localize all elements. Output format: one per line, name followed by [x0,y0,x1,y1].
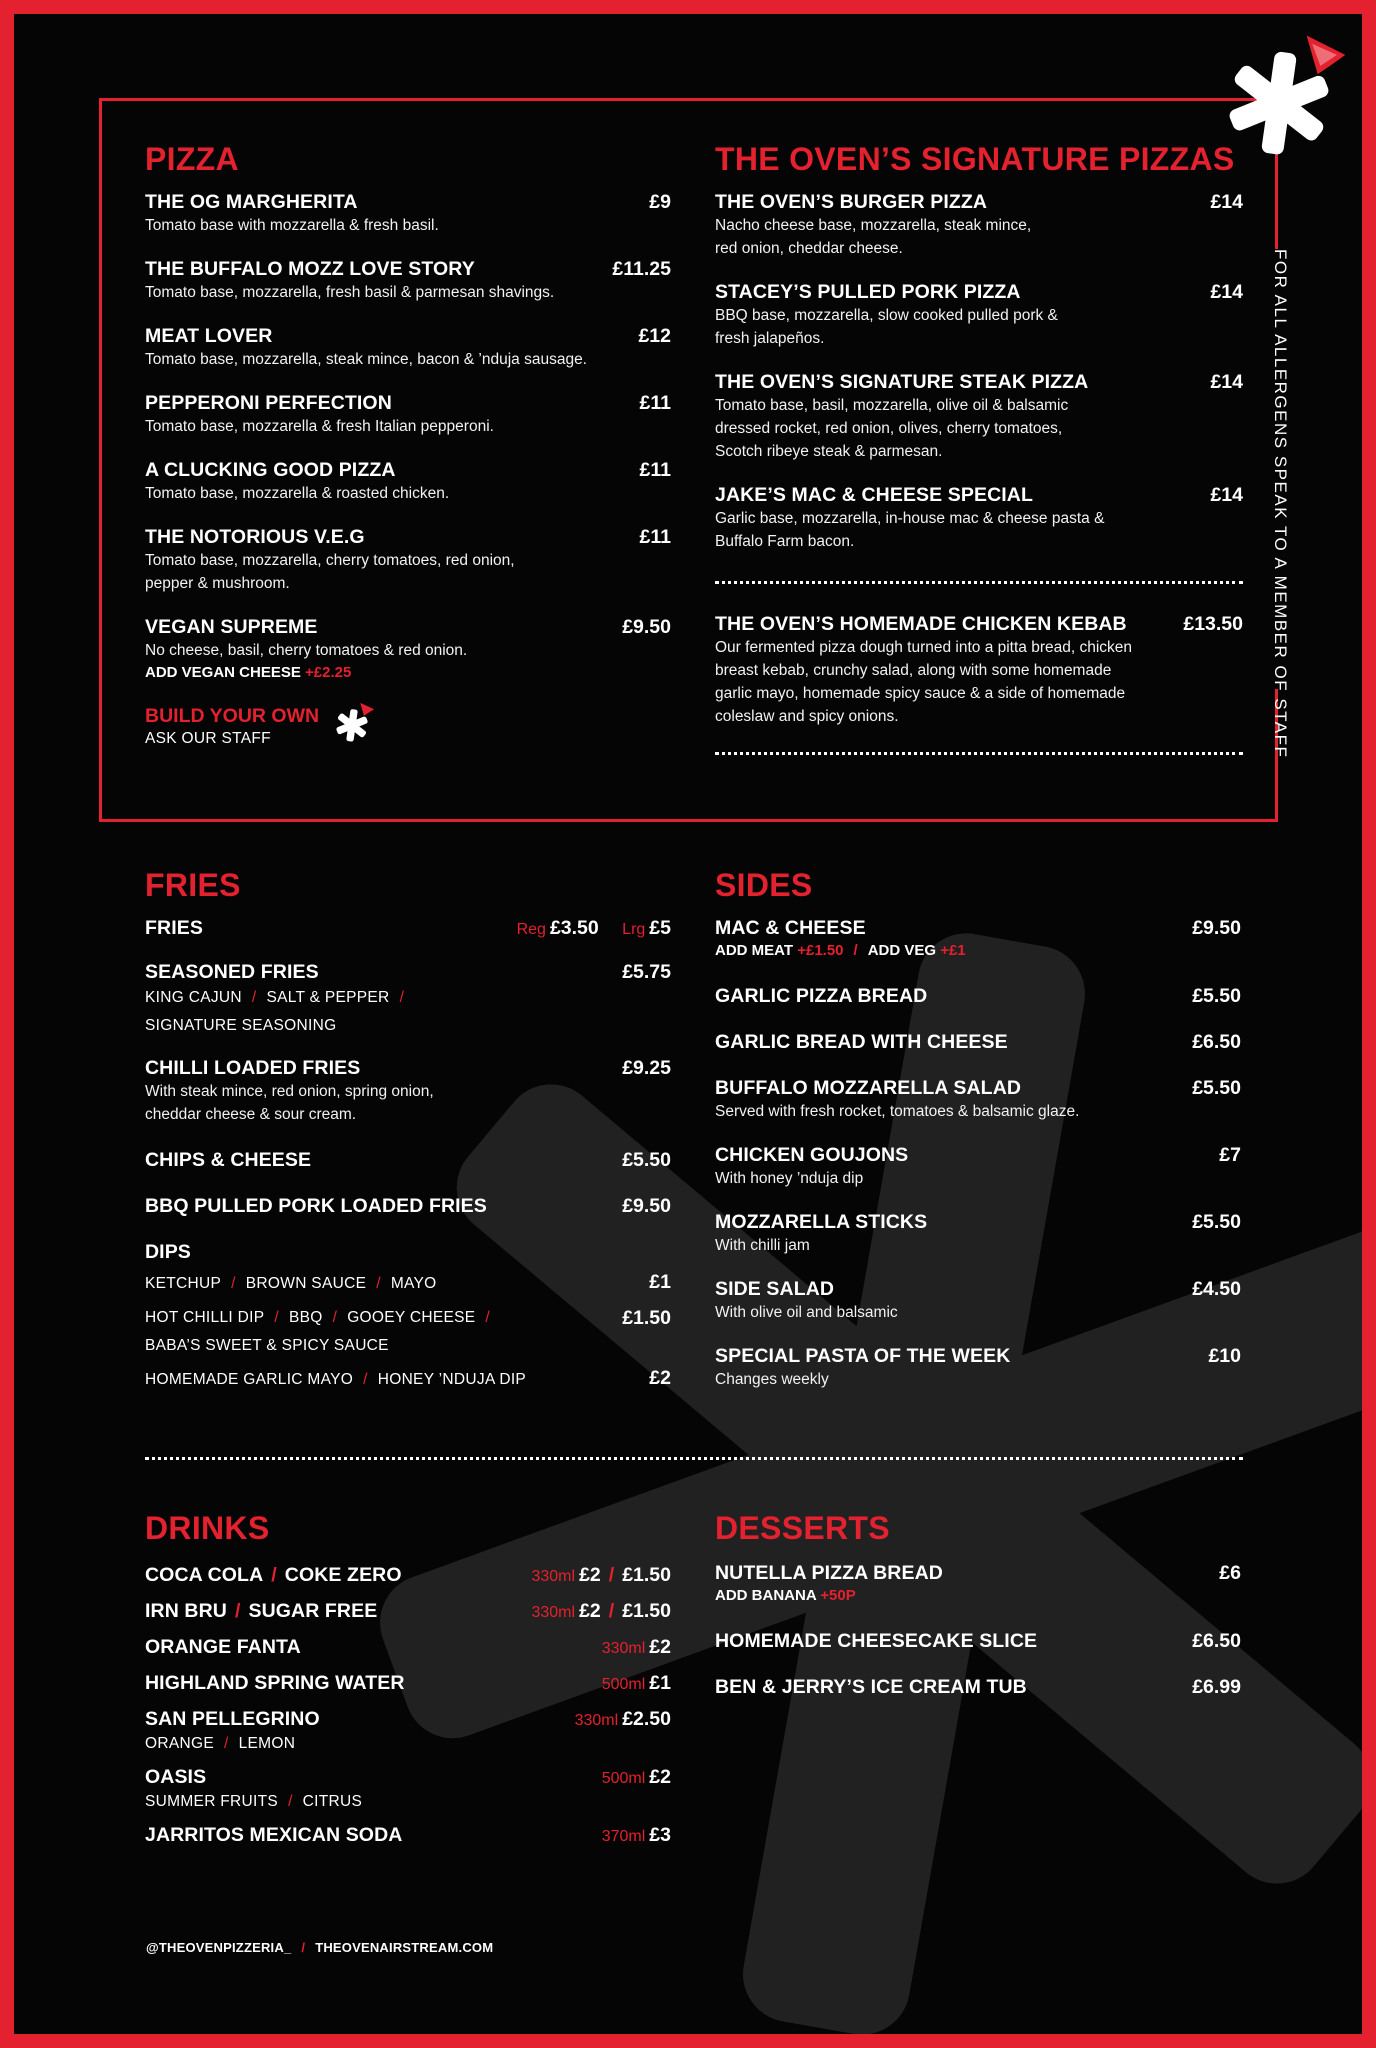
item-price: £11 [639,526,671,548]
item-name: THE OG MARGHERITA [145,191,358,213]
item-name: OASIS [145,1766,207,1788]
menu-item [715,1629,1241,1653]
menu-item [715,280,1243,350]
option: GOOEY CHEESE [347,1309,476,1326]
addon-line [715,1585,1241,1607]
dips-block [145,1240,671,1394]
item-desc: Served with fresh rocket, tomatoes & balsamic glaze. [715,1103,1080,1120]
item-name: GARLIC PIZZA BREAD [715,985,928,1007]
drink-item [145,1765,671,1813]
menu-item [715,1277,1241,1324]
item-price: £5.50 [622,1149,671,1171]
item-price: £10 [1208,1345,1241,1367]
menu-item [145,1148,671,1172]
options-list: KING CAJUN / SALT & PEPPER / SIGNATURE SEASONING [145,989,405,1034]
item-name: CHICKEN GOUJONS [715,1144,909,1166]
option: SIGNATURE SEASONING [145,1017,337,1034]
option: CITRUS [302,1793,363,1810]
item-desc: Changes weekly [715,1371,829,1388]
addon-price: +£1.50 [797,942,844,959]
item-name: SIDE SALAD [715,1278,835,1300]
item-name: MOZZARELLA STICKS [715,1211,928,1233]
item-price: £11.25 [612,258,671,280]
item-name: BBQ PULLED PORK LOADED FRIES [145,1195,487,1217]
item-price: £11 [639,459,671,481]
desserts-title: DESSERTS [715,1510,890,1546]
item-price: £7 [1219,1144,1241,1166]
menu-item [145,458,671,505]
dips-title: DIPS [145,1241,191,1263]
item-price: £2 [649,1367,671,1389]
item-price: £1 [649,1271,671,1293]
item-name: A CLUCKING GOOD PIZZA [145,459,396,481]
item-price: £1.50 [622,1564,671,1586]
addon-line: ADD MEAT +£1.50 / ADD VEG +£1 [715,942,966,959]
item-price: £6 [1219,1562,1241,1584]
menu-item [145,257,671,304]
dotted-divider [715,752,1243,755]
addon-price: +50P [820,1587,856,1604]
item-price-group [517,916,671,942]
item-name: HIGHLAND SPRING WATER [145,1672,405,1694]
menu-item [145,391,671,438]
item-name: FRIES [145,917,203,939]
item-desc: Tomato base, mozzarella, steak mince, bacon & ’nduja sausage. [145,351,587,368]
addon-line [145,662,671,684]
addon-label: ADD VEGAN CHEESE [145,664,301,681]
option: HONEY ’NDUJA DIP [377,1371,527,1388]
menu-item [145,525,671,595]
size-label: 500ml [601,1676,646,1693]
menu-item [145,615,671,684]
item-price: £9.50 [622,616,671,638]
item-desc: Tomato base, mozzarella & roasted chicken. [145,485,450,502]
item-name: THE NOTORIOUS V.E.G [145,526,365,548]
option: KETCHUP [145,1275,222,1292]
addon-label: ADD BANANA [715,1587,817,1604]
dip-row: HOMEMADE GARLIC MAYO / HONEY ’NDUJA DIP £2 [145,1367,671,1389]
item-desc: Tomato base, basil, mozzarella, olive oil & balsamic dressed rocket, red onion, olives, cherry tomatoes, Scotch ribeye steak & parmesan. [715,397,1069,460]
options-list: SUMMER FRUITS / CITRUS [145,1793,363,1810]
item-name: SAN PELLEGRINO [145,1708,320,1730]
item-price: £12 [638,325,671,347]
item-name: SPECIAL PASTA OF THE WEEK [715,1345,1011,1367]
addon-price: +£1 [940,942,966,959]
item-name-group: IRN BRU / SUGAR FREE [145,1600,378,1622]
size-label: 330ml [601,1640,646,1657]
drink-item [145,1707,671,1755]
item-name: BUFFALO MOZZARELLA SALAD [715,1077,1022,1099]
menu-item [145,1194,671,1218]
menu-item [145,1056,671,1126]
item-price: £14 [1210,191,1243,213]
item-price: £9.50 [1192,917,1241,939]
item-name: JAKE’S MAC & CHEESE SPECIAL [715,484,1034,506]
item-desc: Garlic base, mozzarella, in-house mac & cheese pasta & Buffalo Farm bacon. [715,510,1105,550]
item-price: £14 [1210,371,1243,393]
option: KING CAJUN [145,989,242,1006]
drinks-section [145,1511,671,1861]
item-price: £2.50 [622,1708,671,1730]
item-price: £5.75 [622,961,671,983]
item-desc: Tomato base, mozzarella, fresh basil & parmesan shavings. [145,284,555,301]
item-name: THE BUFFALO MOZZ LOVE STORY [145,258,475,280]
menu-item [715,1344,1241,1391]
build-your-own [145,704,671,750]
item-price: £2 [579,1600,601,1622]
sides-section [715,868,1241,1411]
option: BBQ [288,1309,323,1326]
item-desc: With steak mince, red onion, spring onion, cheddar cheese & sour cream. [145,1083,434,1123]
item-price: £2 [649,1636,671,1658]
item-price: £4.50 [1192,1278,1241,1300]
option: MAYO [390,1275,437,1292]
asterisk-icon [329,701,375,747]
drink-item [145,1599,671,1625]
item-name: HOMEMADE CHEESECAKE SLICE [715,1630,1038,1652]
menu-item [715,916,1241,962]
item-price: £13.50 [1183,613,1243,635]
item-price: £3 [649,1824,671,1846]
drinks-title: DRINKS [145,1510,270,1546]
item-price: £5.50 [1192,985,1241,1007]
item-name: STACEY’S PULLED PORK PIZZA [715,281,1021,303]
item-desc: No cheese, basil, cherry tomatoes & red onion. [145,642,468,659]
build-title: BUILD YOUR OWN [145,705,320,727]
addon-label: ADD MEAT [715,942,794,959]
item-desc: With honey ’nduja dip [715,1170,864,1187]
menu-item [715,1143,1241,1190]
item-price: £2 [649,1766,671,1788]
menu-item [715,1076,1241,1123]
item-price: £6.99 [1192,1676,1241,1698]
menu-item [715,1030,1241,1054]
item-price: £14 [1210,281,1243,303]
dotted-divider [145,1457,1243,1460]
item-name: SUGAR FREE [248,1600,378,1622]
option: ORANGE [145,1735,214,1752]
signature-title: THE OVEN’S SIGNATURE PIZZAS [715,141,1235,177]
item-name: CHILLI LOADED FRIES [145,1057,361,1079]
fries-title: FRIES [145,867,241,903]
option: BABA’S SWEET & SPICY SAUCE [145,1337,389,1354]
item-price-group: 330ml £2 / £1.50 [531,1600,671,1622]
footer: @THEOVENPIZZERIA_ / THEOVENAIRSTREAM.COM [146,1940,494,1955]
item-price: £6.50 [1192,1630,1241,1652]
drink-item [145,1823,671,1849]
size-label: 330ml [531,1604,576,1621]
menu-page [14,14,1362,2034]
size-label: 330ml [574,1712,619,1729]
item-name: MEAT LOVER [145,325,273,347]
menu-item [715,1675,1241,1699]
menu-item [145,324,671,371]
item-name: SEASONED FRIES [145,961,319,983]
item-desc: Our fermented pizza dough turned into a pitta bread, chicken breast kebab, crunchy salad, along with some homemade garlic mayo, homemade spicy sauce & a side of homemade coleslaw and spicy onions. [715,639,1133,725]
dip-row: HOT CHILLI DIP / BBQ / GOOEY CHEESE / BABA’S SWEET & SPICY SAUCE £1.50 [145,1307,671,1354]
pizza-section [145,142,671,750]
option: HOT CHILLI DIP [145,1309,265,1326]
desserts-section [715,1511,1241,1719]
item-name: PEPPERONI PERFECTION [145,392,392,414]
item-name: JARRITOS MEXICAN SODA [145,1824,403,1846]
fries-section [145,868,671,1414]
item-name: COCA COLA [145,1564,264,1586]
item-price: £3.50 [549,917,599,939]
item-name: THE OVEN’S BURGER PIZZA [715,191,988,213]
item-desc: With olive oil and balsamic [715,1304,898,1321]
item-name: IRN BRU [145,1600,227,1622]
menu-item [715,483,1243,553]
item-name: COKE ZERO [284,1564,402,1586]
allergen-notice: FOR ALL ALLERGENS SPEAK TO A MEMBER OF STAFF [1271,249,1290,759]
build-sub: ASK OUR STAFF [145,730,271,747]
option: HOMEMADE GARLIC MAYO [145,1371,354,1388]
menu-item [145,190,671,237]
menu-item [145,960,671,1040]
drink-item [145,1563,671,1589]
signature-section [715,142,1243,755]
item-price: £11 [639,392,671,414]
options-list: ORANGE / LEMON [145,1735,296,1752]
menu-item [715,1561,1241,1607]
pizza-title: PIZZA [145,141,239,177]
item-price: £9 [649,191,671,213]
sides-title: SIDES [715,867,813,903]
menu-item [715,612,1243,728]
addon-price: +£2.25 [305,664,352,681]
instagram-handle[interactable]: @THEOVENPIZZERIA_ [146,1940,292,1955]
addon-label: ADD VEG [867,942,937,959]
item-desc: Tomato base with mozzarella & fresh basil. [145,217,439,234]
size-label: 370ml [601,1828,646,1845]
item-name: THE OVEN’S SIGNATURE STEAK PIZZA [715,371,1089,393]
item-name-group: COCA COLA / COKE ZERO [145,1564,402,1586]
item-price: £2 [579,1564,601,1586]
menu-item [715,190,1243,260]
item-price: £6.50 [1192,1031,1241,1053]
item-desc: Tomato base, mozzarella & fresh Italian pepperoni. [145,418,494,435]
option: SUMMER FRUITS [145,1793,279,1810]
dip-row: KETCHUP / BROWN SAUCE / MAYO £1 [145,1271,671,1293]
item-desc: BBQ base, mozzarella, slow cooked pulled pork & fresh jalapeños. [715,307,1058,347]
item-price: £5.50 [1192,1077,1241,1099]
menu-item [715,370,1243,463]
size-label: 330ml [531,1568,576,1585]
menu-item [145,916,671,942]
item-desc: Tomato base, mozzarella, cherry tomatoes, red onion, pepper & mushroom. [145,552,515,592]
item-name: VEGAN SUPREME [145,616,318,638]
item-price: £9.50 [622,1195,671,1217]
item-price: £5 [649,917,671,939]
item-desc: With chilli jam [715,1237,810,1254]
item-price: £1.50 [622,1600,671,1622]
option: LEMON [238,1735,296,1752]
size-label: 500ml [601,1770,646,1787]
drink-item [145,1671,671,1697]
size-label: Reg [516,921,546,938]
option: SALT & PEPPER [266,989,390,1006]
item-name: GARLIC BREAD WITH CHEESE [715,1031,1008,1053]
website-link[interactable]: THEOVENAIRSTREAM.COM [315,1940,494,1955]
item-name: BEN & JERRY’S ICE CREAM TUB [715,1676,1027,1698]
item-name: NUTELLA PIZZA BREAD [715,1562,943,1584]
menu-item [715,1210,1241,1257]
item-name: MAC & CHEESE [715,917,866,939]
item-price-group: 330ml £2 / £1.50 [531,1564,671,1586]
item-name: THE OVEN’S HOMEMADE CHICKEN KEBAB [715,613,1127,635]
drink-item [145,1635,671,1661]
item-price: £1.50 [622,1307,671,1329]
item-price: £1 [649,1672,671,1694]
menu-item [715,984,1241,1008]
item-price: £9.25 [622,1057,671,1079]
option: BROWN SAUCE [245,1275,367,1292]
item-name: ORANGE FANTA [145,1636,301,1658]
item-price: £14 [1210,484,1243,506]
item-name: CHIPS & CHEESE [145,1149,312,1171]
dotted-divider [715,581,1243,584]
item-price: £5.50 [1192,1211,1241,1233]
item-desc: Nacho cheese base, mozzarella, steak mince, red onion, cheddar cheese. [715,217,1032,257]
size-label: Lrg [622,921,646,938]
